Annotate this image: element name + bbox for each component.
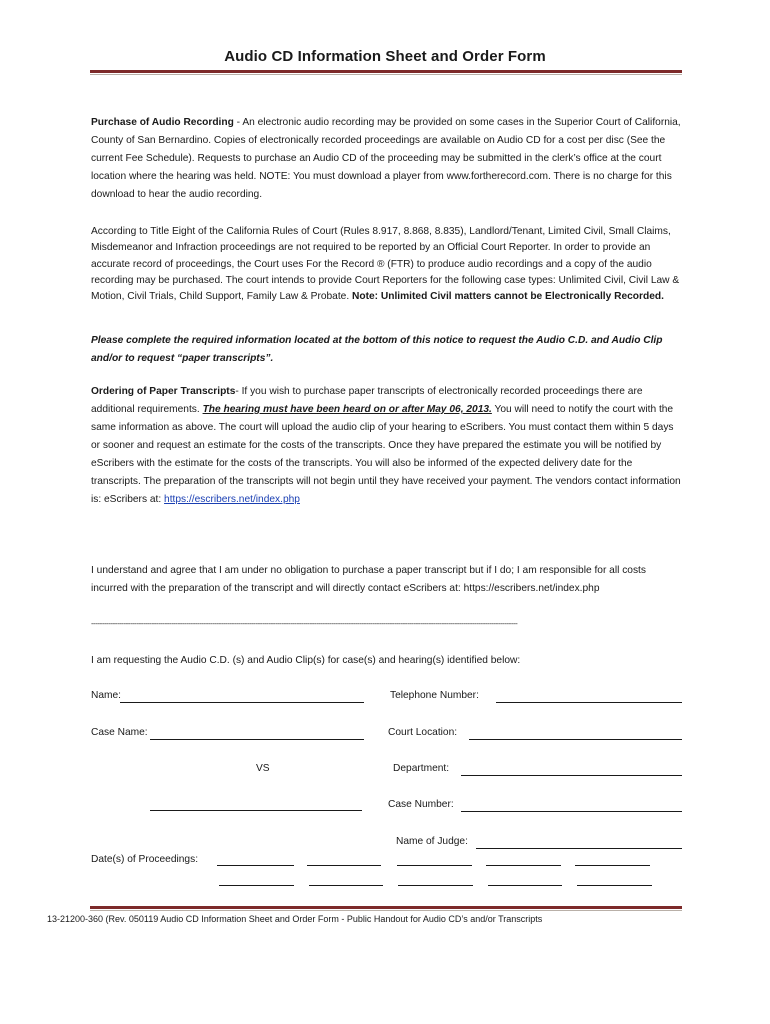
department-field[interactable]: [461, 775, 682, 776]
cut-line: -----------------------------------------------------------------------------------------------------------------------------------------------------------------------------------------------------: [91, 619, 518, 628]
date-field[interactable]: [217, 865, 294, 866]
footer-text: 13-21200-360 (Rev. 050119 Audio CD Information Sheet and Order Form - Public Handout for Audio CD’s and/or Transcripts: [47, 914, 543, 924]
telephone-label: Telephone Number:: [390, 690, 479, 701]
footer-rule-shadow: [90, 910, 682, 911]
case-name-label: Case Name:: [91, 727, 148, 738]
footer-rule: [90, 906, 682, 909]
case-number-label: Case Number:: [388, 799, 454, 810]
request-line: I am requesting the Audio C.D. (s) and Audio Clip(s) for case(s) and hearing(s) identified below:: [91, 655, 521, 666]
transcripts-emphasis: The hearing must have been heard on or after May 06, 2013.: [202, 404, 492, 415]
judge-field[interactable]: [476, 848, 682, 849]
date-field[interactable]: [488, 885, 562, 886]
date-field[interactable]: [577, 885, 652, 886]
purchase-text: - An electronic audio recording may be provided on some cases in the Superior Court of California, County of San Bernardino. Copies of electronically recorded proceedings are available on Audio CD for a cost per disc (See the current Fee Schedule). Requests to purchase an Audio CD of the proceeding may be submitted in the clerk’s office at the court location where the hearing was held. NOTE: You must download a player from www.fortherecord.com. There is no charge for this download to hear the audio recording.: [91, 117, 681, 200]
agreement-text: I understand and agree that I am under no obligation to purchase a paper transcript but if I do; I am responsible for all costs incurred with the preparation of the transcript and will directly contact eScribers at: https://escribers.net/index.php: [91, 565, 646, 594]
court-location-field[interactable]: [469, 739, 682, 740]
title8-paragraph: [91, 224, 683, 305]
dates-label: Date(s) of Proceedings:: [91, 854, 199, 865]
title8-text: According to Title Eight of the California Rules of Court (Rules 8.917, 8.868, 8.835), Landlord/Tenant, Limited Civil, Small Claims, Misdemeanor and Infraction proceedings are not required to be reported by an Official Court Reporter. In order to provide an accurate record of proceedings, the Court uses For the Record ® (FTR) to produce audio recordings and a copy of the audio recording may be purchased. The court intends to provide Court Reporters for the following case types: Unlimited Civil, Civil Law & Motion, Civil Trials, Child Support, Family Law & Probate.: [91, 226, 680, 303]
instruction-text: Please complete the required information located at the bottom of this notice to request the Audio C.D. and Audio Clip and/or to request “paper transcripts”.: [91, 335, 663, 364]
purchase-paragraph: [91, 114, 683, 204]
name-label: Name:: [91, 690, 122, 701]
date-field[interactable]: [309, 885, 383, 886]
vs-label: VS: [256, 763, 270, 774]
judge-label: Name of Judge:: [396, 836, 468, 847]
telephone-field[interactable]: [496, 702, 682, 703]
date-field[interactable]: [398, 885, 473, 886]
opposing-party-field[interactable]: [150, 810, 362, 811]
transcripts-text-2: You will need to notify the court with the same information as above. The court will upload the audio clip of your hearing to eScribers. You must contact them within 5 days or sooner and request an estimate for the costs of the transcripts. Once they have prepared the estimate you will be notified by eScribers with the estimate for the costs of the transcripts. You will also be informed of the expected delivery date for the transcripts. The preparation of the transcripts will not begin until they have received your payment. The vendors contact information is: eScribers at:: [91, 404, 681, 505]
date-field[interactable]: [575, 865, 650, 866]
department-label: Department:: [393, 763, 450, 774]
date-field[interactable]: [397, 865, 472, 866]
purchase-heading: Purchase of Audio Recording: [91, 117, 234, 128]
date-field[interactable]: [307, 865, 381, 866]
escribers-link[interactable]: https://escribers.net/index.php: [164, 494, 300, 505]
header-rule-shadow: [90, 74, 682, 75]
page-title: Audio CD Information Sheet and Order Form: [224, 48, 546, 65]
date-field[interactable]: [486, 865, 561, 866]
court-location-label: Court Location:: [388, 727, 458, 738]
date-field[interactable]: [219, 885, 294, 886]
title8-note: Note: Unlimited Civil matters cannot be Electronically Recorded.: [352, 291, 664, 303]
case-number-field[interactable]: [461, 811, 682, 812]
name-field[interactable]: [120, 702, 364, 703]
header-rule: [90, 70, 682, 73]
transcripts-paragraph: [91, 383, 683, 509]
transcripts-text-1: - If you wish to purchase paper transcripts of electronically recorded proceedings there are additional requirements.: [91, 386, 643, 415]
transcripts-heading: Ordering of Paper Transcripts: [91, 386, 236, 397]
case-name-field[interactable]: [150, 739, 364, 740]
